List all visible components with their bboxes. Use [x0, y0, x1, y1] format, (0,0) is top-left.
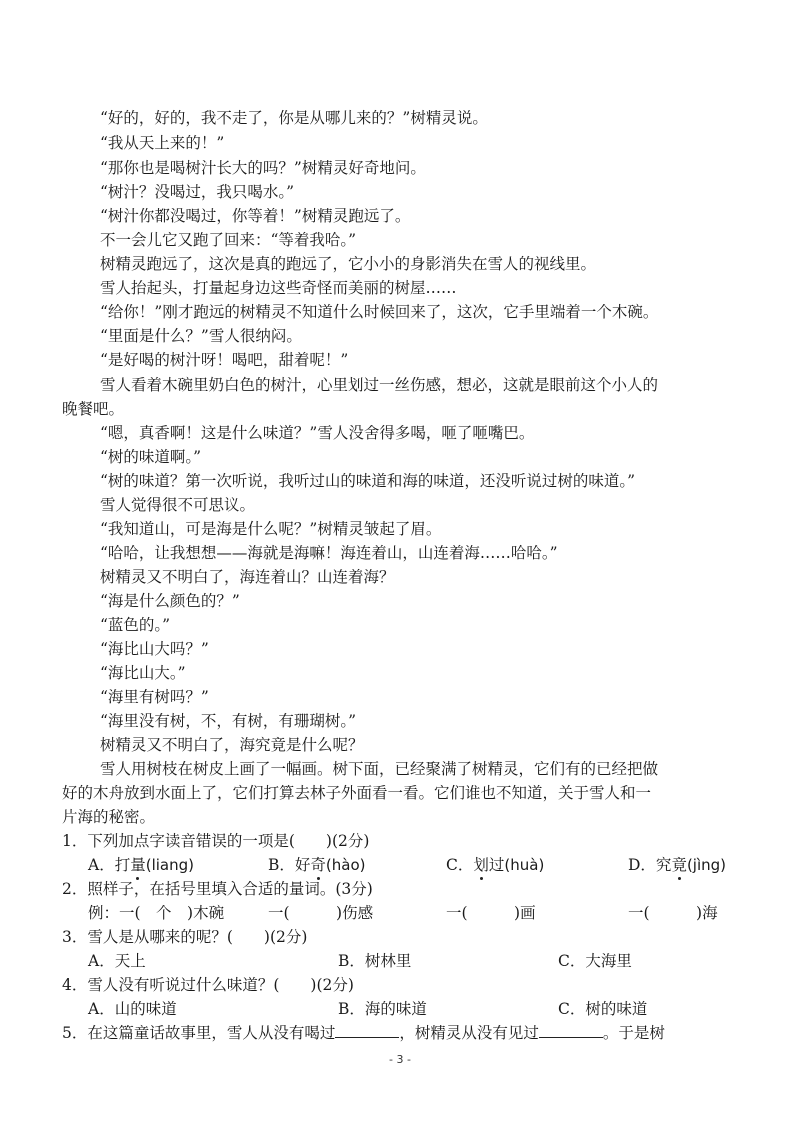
- story-line: “我知道山，可是海是什么呢？”树精灵皱起了眉。: [100, 520, 442, 538]
- story-line: “那你也是喝树汁长大的吗？”树精灵好奇地问。: [100, 159, 426, 177]
- story-line: “蓝色的。”: [100, 616, 171, 634]
- story-line: 不一会儿它又跑了回来：“等着我哈。”: [100, 231, 357, 249]
- story-line: “我从天上来的！”: [100, 134, 225, 152]
- question-2-blank-2[interactable]: 一( )画: [446, 904, 536, 922]
- story-line: 雪人用树枝在树皮上画了一幅画。树下面，已经聚满了树精灵，它们有的已经把做: [100, 760, 659, 778]
- question-3-stem: 3．雪人是从哪来的呢？( )(2分): [62, 928, 308, 946]
- story-line: “里面是什么？”雪人很纳闷。: [100, 327, 302, 345]
- story-line: “哈哈，让我想想——海就是海嘛！海连着山，山连着海……哈哈。”: [100, 544, 558, 562]
- story-line: “树的味道？第一次听说，我听过山的味道和海的味道，还没听说过树的味道。”: [100, 472, 636, 490]
- dotted-character: 奇: [310, 856, 326, 874]
- story-line: “海比山大。”: [100, 664, 186, 682]
- question-2-blank-3[interactable]: 一( )海: [628, 904, 718, 922]
- option-a-text: A．打: [88, 856, 131, 874]
- question-2-blank-1[interactable]: 一( )伤感: [268, 904, 374, 922]
- story-line: “树汁？没喝过，我只喝水。”: [100, 183, 295, 201]
- option-c-rest: 过: [488, 856, 505, 874]
- question-5-text-start: 5．在这篇童话故事里，雪人从没有喝过: [62, 1024, 336, 1042]
- pinyin: (liang): [145, 856, 194, 874]
- story-line: “树汁你都没喝过，你等着！”树精灵跑远了。: [100, 207, 411, 225]
- question-2-stem: 2．照样子，在括号里填入合适的量词。(3分): [62, 880, 373, 898]
- question-1-option-a[interactable]: [88, 855, 194, 875]
- story-line: “嗯，真香啊！这是什么味道？”雪人没舍得多喝，咂了咂嘴巴。: [100, 424, 535, 442]
- question-4-stem: 4．雪人没有听说过什么味道？( )(2分): [62, 976, 354, 994]
- story-line: 好的木舟放到水面上了，它们打算去林子外面看一看。它们谁也不知道，关于雪人和一: [62, 784, 652, 802]
- question-3-option-a[interactable]: A．天上: [88, 952, 146, 970]
- story-line: “海里有树吗？”: [100, 688, 209, 706]
- option-c-text: C．: [446, 856, 474, 874]
- story-line: 晚餐吧。: [62, 400, 125, 418]
- question-5-stem: [62, 1023, 665, 1043]
- story-line: 树精灵又不明白了，海究竟是什么呢？: [100, 736, 364, 754]
- answer-blank-2[interactable]: [539, 1023, 603, 1038]
- dotted-character: 量: [130, 856, 146, 874]
- question-1-option-d[interactable]: [628, 855, 726, 875]
- dotted-character: 竟: [671, 856, 687, 874]
- page-number: - 3 -: [389, 1053, 411, 1066]
- story-line: “海比山大吗？”: [100, 640, 209, 658]
- dotted-character: 划: [473, 856, 489, 874]
- story-line: “好的，好的，我不走了，你是从哪儿来的？”树精灵说。: [100, 109, 488, 127]
- story-line: “树的味道啊。”: [100, 448, 202, 466]
- story-line: “给你！”刚才跑远的树精灵不知道什么时候回来了，这次，它手里端着一个木碗。: [100, 303, 659, 321]
- option-b-text: B．好: [268, 856, 311, 874]
- question-3-option-c[interactable]: C．大海里: [558, 952, 632, 970]
- story-line: 树精灵跑远了，这次是真的跑远了，它小小的身影消失在雪人的视线里。: [100, 255, 597, 273]
- question-1-stem: 1．下列加点字读音错误的一项是( )(2分): [62, 832, 370, 850]
- story-line: 雪人抬起头，打量起身边这些奇怪而美丽的树屋……: [100, 279, 457, 297]
- option-d-text: D．究: [628, 856, 672, 874]
- story-line: “海是什么颜色的？”: [100, 592, 240, 610]
- question-4-option-b[interactable]: B．海的味道: [338, 1000, 427, 1018]
- question-1-option-b[interactable]: [268, 855, 366, 875]
- question-3-option-b[interactable]: B．树林里: [338, 952, 412, 970]
- question-2-example: 例：一( 个 )木碗: [88, 904, 225, 922]
- answer-blank-1[interactable]: [335, 1023, 399, 1038]
- question-5-text-mid: ，树精灵从没有见过: [399, 1024, 539, 1042]
- pinyin: (hào): [325, 856, 366, 874]
- story-line: “海里没有树，不，有树，有珊瑚树。”: [100, 712, 357, 730]
- question-1-option-c[interactable]: [446, 855, 544, 875]
- question-4-option-a[interactable]: A．山的味道: [88, 1000, 177, 1018]
- story-line: “是好喝的树汁呀！喝吧，甜着呢！”: [100, 351, 349, 369]
- question-5-text-end: 。于是树: [602, 1024, 665, 1042]
- story-line: 雪人看着木碗里奶白色的树汁，心里划过一丝伤感，想必，这就是眼前这个小人的: [100, 376, 659, 394]
- story-line: 片海的秘密。: [62, 808, 156, 826]
- question-4-option-c[interactable]: C．树的味道: [558, 1000, 648, 1018]
- pinyin: (huà): [504, 856, 545, 874]
- pinyin: (jìng): [686, 856, 727, 874]
- story-line: 雪人觉得很不可思议。: [100, 496, 256, 514]
- story-line: 树精灵又不明白了，海连着山？山连着海？: [100, 568, 395, 586]
